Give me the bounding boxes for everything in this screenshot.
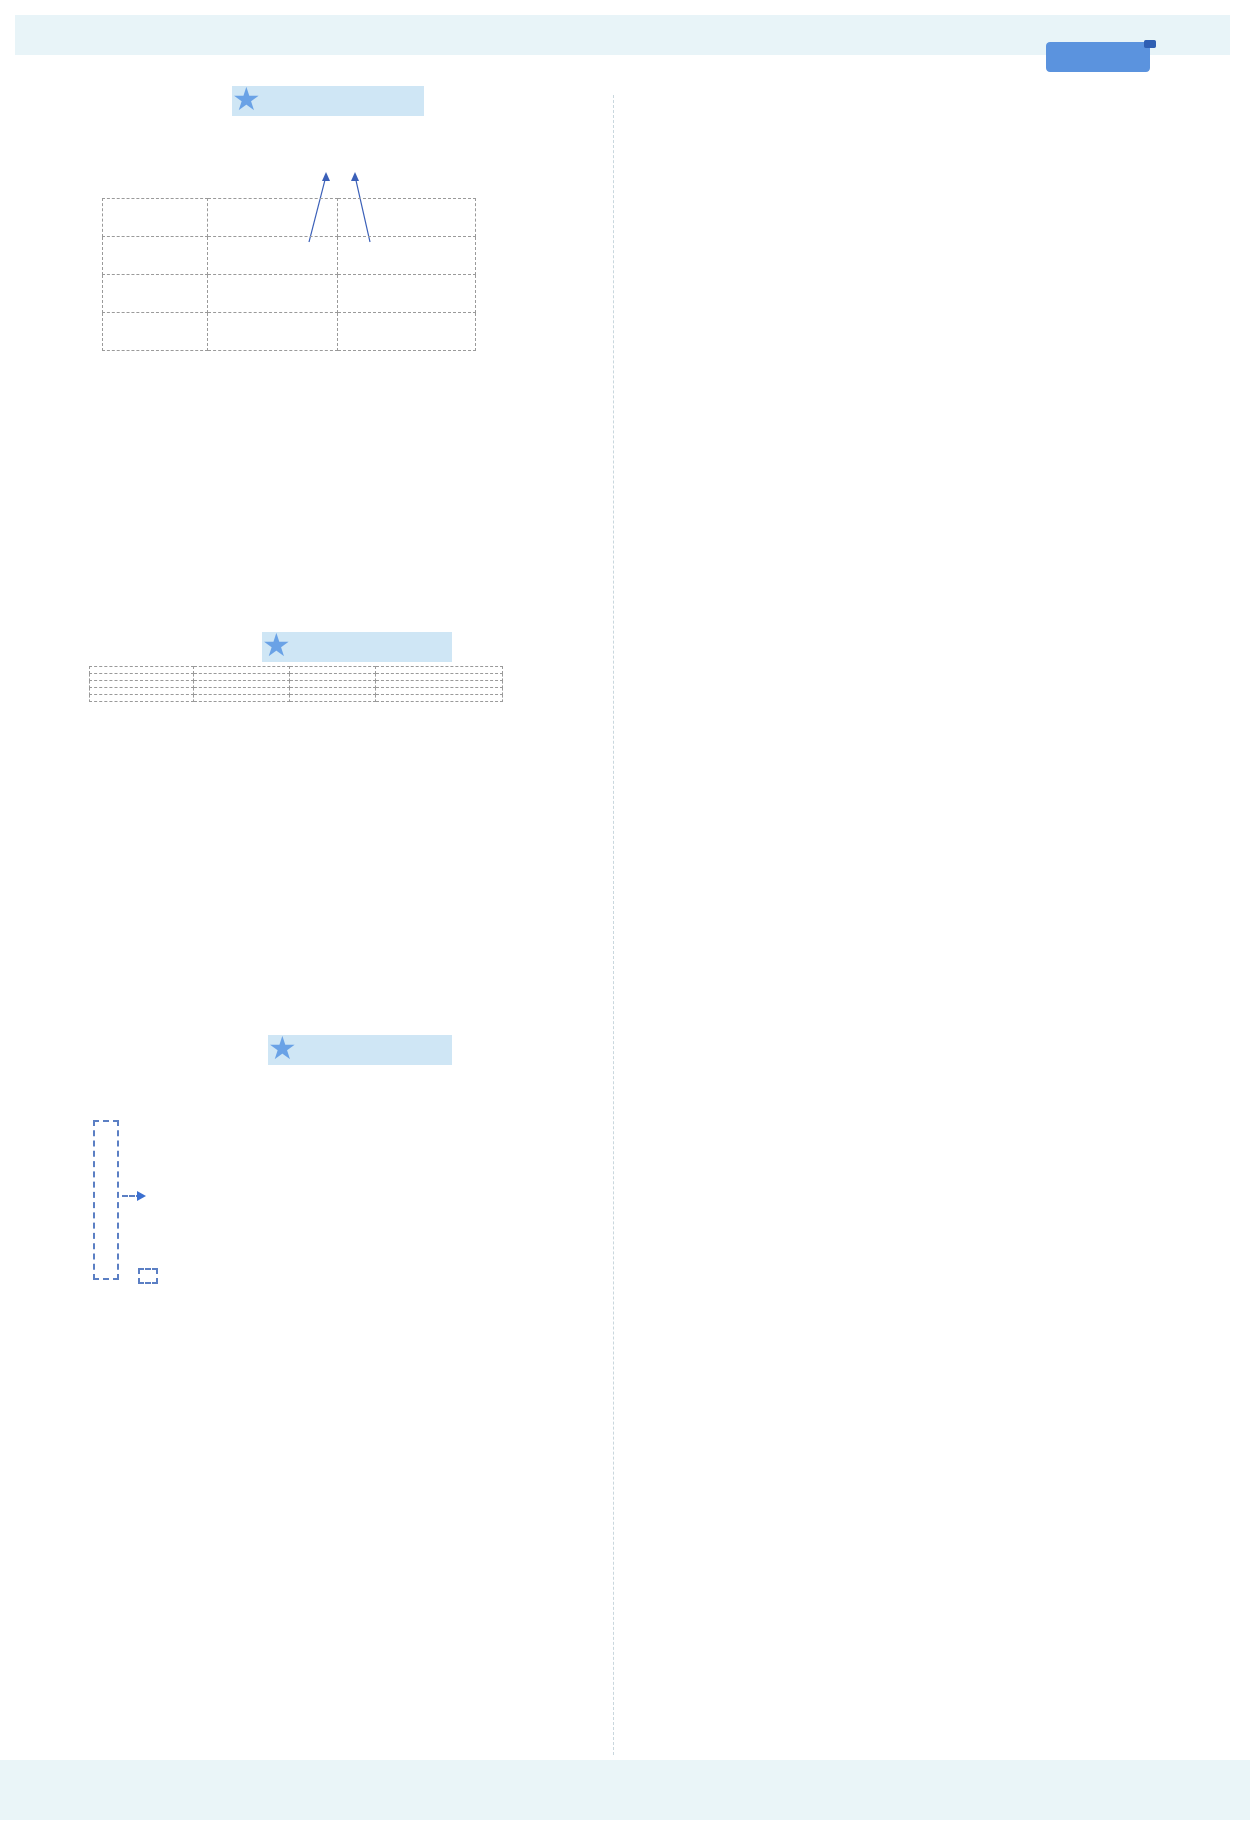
star-icon: ★: [268, 1029, 297, 1067]
table-cell: [338, 275, 476, 313]
table-header-vertical: [194, 667, 290, 674]
star-icon: ★: [262, 626, 291, 664]
table-row: [103, 275, 476, 313]
table-cell: [90, 667, 194, 674]
q10-header: [62, 636, 72, 658]
connector-arrow-icon: [122, 1195, 142, 1197]
table-cell: [103, 237, 208, 275]
table-cell: [103, 313, 208, 351]
answer-key-badge: [1046, 42, 1150, 72]
table-row: [90, 695, 503, 702]
table-cell: [290, 681, 376, 688]
table-cell: [194, 681, 290, 688]
table-header-row: [90, 667, 503, 674]
table-cell: [376, 695, 503, 702]
table-cell: [338, 237, 476, 275]
bottom-decor-band: [0, 1760, 1250, 1820]
star-icon: ★: [232, 80, 261, 118]
table-cell: [194, 674, 290, 681]
table-cell: [90, 674, 194, 681]
q9-header: [62, 88, 72, 110]
table-cell: [208, 237, 338, 275]
table-cell: [194, 695, 290, 702]
table-header-horizontal: [290, 667, 376, 674]
table-cell: [376, 674, 503, 681]
q11-header: [62, 1040, 72, 1062]
table-header-row: [103, 199, 476, 237]
table-cell: [290, 695, 376, 702]
table-cell: [290, 674, 376, 681]
table-header-y: [338, 199, 476, 237]
q11-ribbon: [268, 1029, 452, 1067]
table-cell: [208, 275, 338, 313]
table-cell: [376, 681, 503, 688]
table-row: [90, 681, 503, 688]
table-row: [90, 674, 503, 681]
table-header-x: [208, 199, 338, 237]
table-row: [103, 313, 476, 351]
table-cell: [103, 199, 208, 237]
column-divider: [613, 95, 614, 1755]
table-row: [103, 237, 476, 275]
table-cell: [90, 695, 194, 702]
table-row: [90, 688, 503, 695]
table-cell: [90, 688, 194, 695]
q11-branch1-label: [93, 1120, 119, 1280]
table-cell: [103, 275, 208, 313]
q9-annotation-arrows: [0, 0, 10, 10]
table-cell: [338, 313, 476, 351]
table-cell: [208, 313, 338, 351]
q9-table: [102, 198, 476, 351]
table-cell: [290, 688, 376, 695]
q9-ribbon: [232, 80, 424, 118]
table-cell: [90, 681, 194, 688]
table-cell: [194, 688, 290, 695]
table-cell: [376, 688, 503, 695]
q10-table: [89, 666, 503, 702]
q10-ribbon: [262, 626, 452, 664]
table-header-combined: [376, 667, 503, 674]
